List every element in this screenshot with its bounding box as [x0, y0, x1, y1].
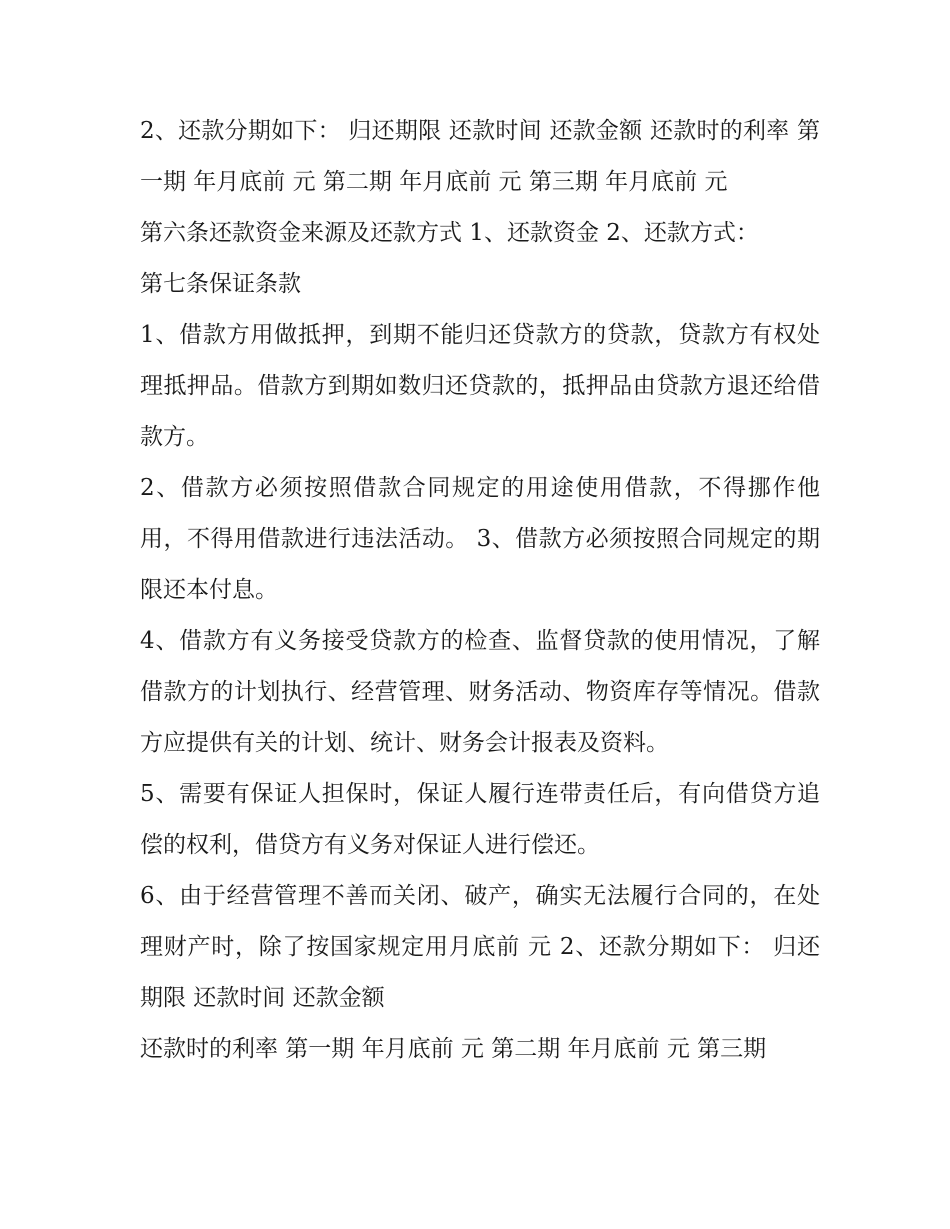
- paragraph-article-six: 第六条还款资金来源及还款方式 1、还款资金 2、还款方式：: [140, 220, 759, 246]
- paragraph-clause-5: 5、需要有保证人担保时，保证人履行连带责任后，有向借贷方追偿的权利，借贷方有义务对保证人进行偿还。: [140, 781, 820, 858]
- paragraph-repayment-schedule: 2、还款分期如下： 归还期限 还款时间 还款金额 还款时的利率 第一期 年月底前 元 第二期 年月底前 元 第三期 年月底前 元: [140, 118, 820, 195]
- document-body: [140, 106, 820, 1075]
- paragraph-article-seven-heading: 第七条保证条款: [140, 271, 301, 297]
- paragraph-clause-1: 1、借款方用做抵押，到期不能归还贷款方的贷款，贷款方有权处理抵押品。借款方到期如数归还贷款的，抵押品由贷款方退还给借款方。: [140, 322, 820, 450]
- paragraph-repayment-rate-line: 还款时的利率 第一期 年月底前 元 第二期 年月底前 元 第三期: [140, 1036, 767, 1062]
- paragraph-clause-2-3: 2、借款方必须按照借款合同规定的用途使用借款，不得挪作他用，不得用借款进行违法活动。 3、借款方必须按照合同规定的期限还本付息。: [140, 475, 820, 603]
- paragraph-clause-4: 4、借款方有义务接受贷款方的检查、监督贷款的使用情况，了解借款方的计划执行、经营管理、财务活动、物资库存等情况。借款方应提供有关的计划、统计、财务会计报表及资料。: [140, 628, 820, 756]
- paragraph-clause-6: 6、由于经营管理不善而关闭、破产，确实无法履行合同的，在处理财产时，除了按国家规定用月底前 元 2、还款分期如下： 归还期限 还款时间 还款金额: [140, 883, 820, 1011]
